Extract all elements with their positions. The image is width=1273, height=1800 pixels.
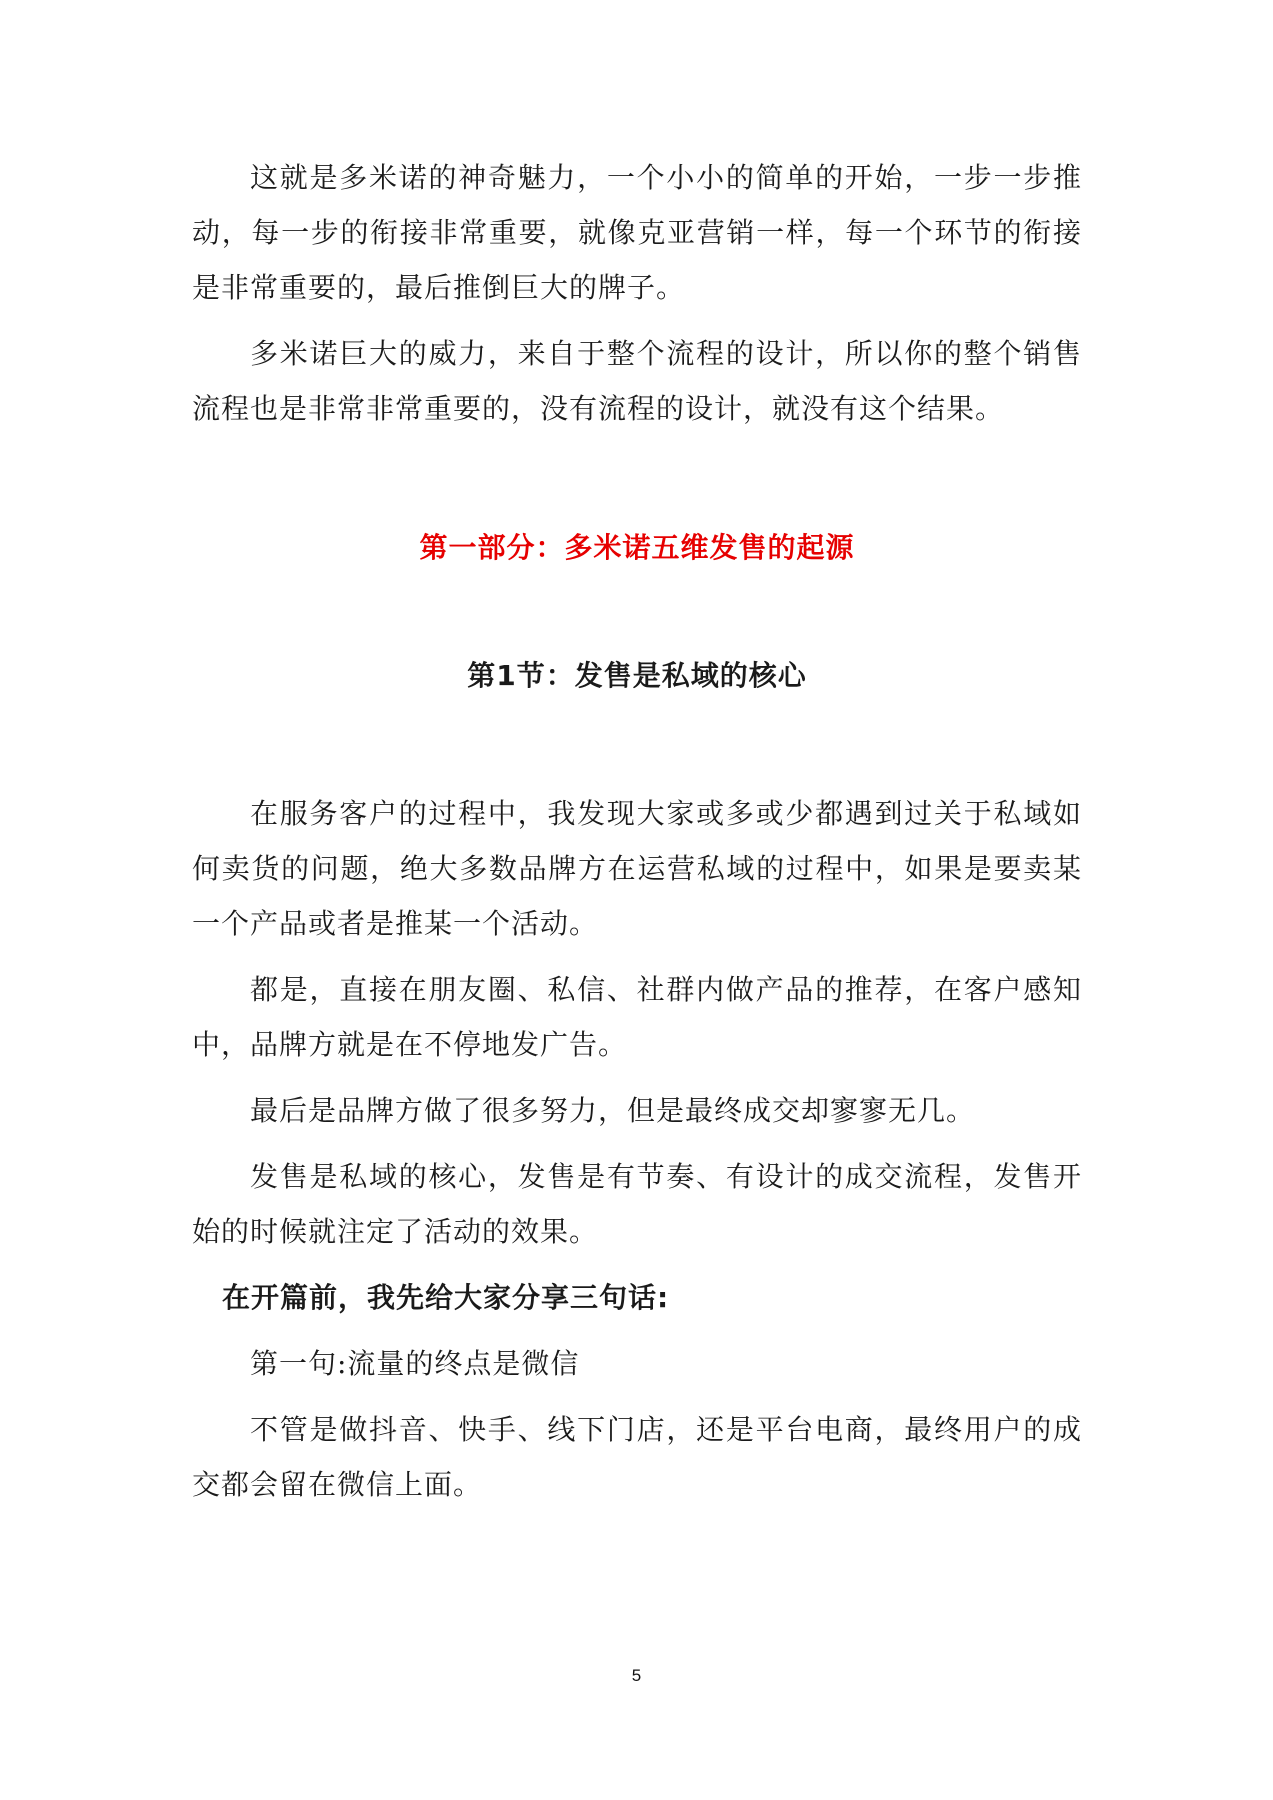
section-paragraph-2: 都是，直接在朋友圈、私信、社群内做产品的推荐，在客户感知中，品牌方就是在不停地发广告。 [192, 973, 1082, 1061]
opening-statement: 在开篇前，我先给大家分享三句话: [222, 1281, 670, 1314]
page-content [192, 150, 1082, 1523]
section-paragraph-3: 最后是品牌方做了很多努力，但是最终成交却寥寥无几。 [250, 1094, 976, 1127]
intro-paragraph-1: 这就是多米诺的神奇魅力，一个小小的简单的开始，一步一步推动，每一步的衔接非常重要，就像克亚营销一样，每一个环节的衔接是非常重要的，最后推倒巨大的牌子。 [192, 161, 1082, 304]
quote-one-title: 第一句:流量的终点是微信 [250, 1347, 580, 1380]
part-heading: 第一部分：多米诺五维发售的起源 [419, 531, 855, 564]
section-body [192, 786, 1082, 1512]
section-heading: 第1节：发售是私域的核心 [467, 659, 807, 692]
page-number: 5 [631, 1666, 642, 1685]
section-paragraph-4: 发售是私域的核心，发售是有节奏、有设计的成交流程，发售开始的时候就注定了活动的效果。 [192, 1160, 1082, 1248]
section-paragraph-1: 在服务客户的过程中，我发现大家或多或少都遇到过关于私域如何卖货的问题，绝大多数品牌方在运营私域的过程中，如果是要卖某一个产品或者是推某一个活动。 [192, 797, 1082, 940]
intro-paragraph-2: 多米诺巨大的威力，来自于整个流程的设计，所以你的整个销售流程也是非常非常重要的，没有流程的设计，就没有这个结果。 [192, 337, 1082, 425]
quote-one-body: 不管是做抖音、快手、线下门店，还是平台电商，最终用户的成交都会留在微信上面。 [192, 1413, 1082, 1501]
